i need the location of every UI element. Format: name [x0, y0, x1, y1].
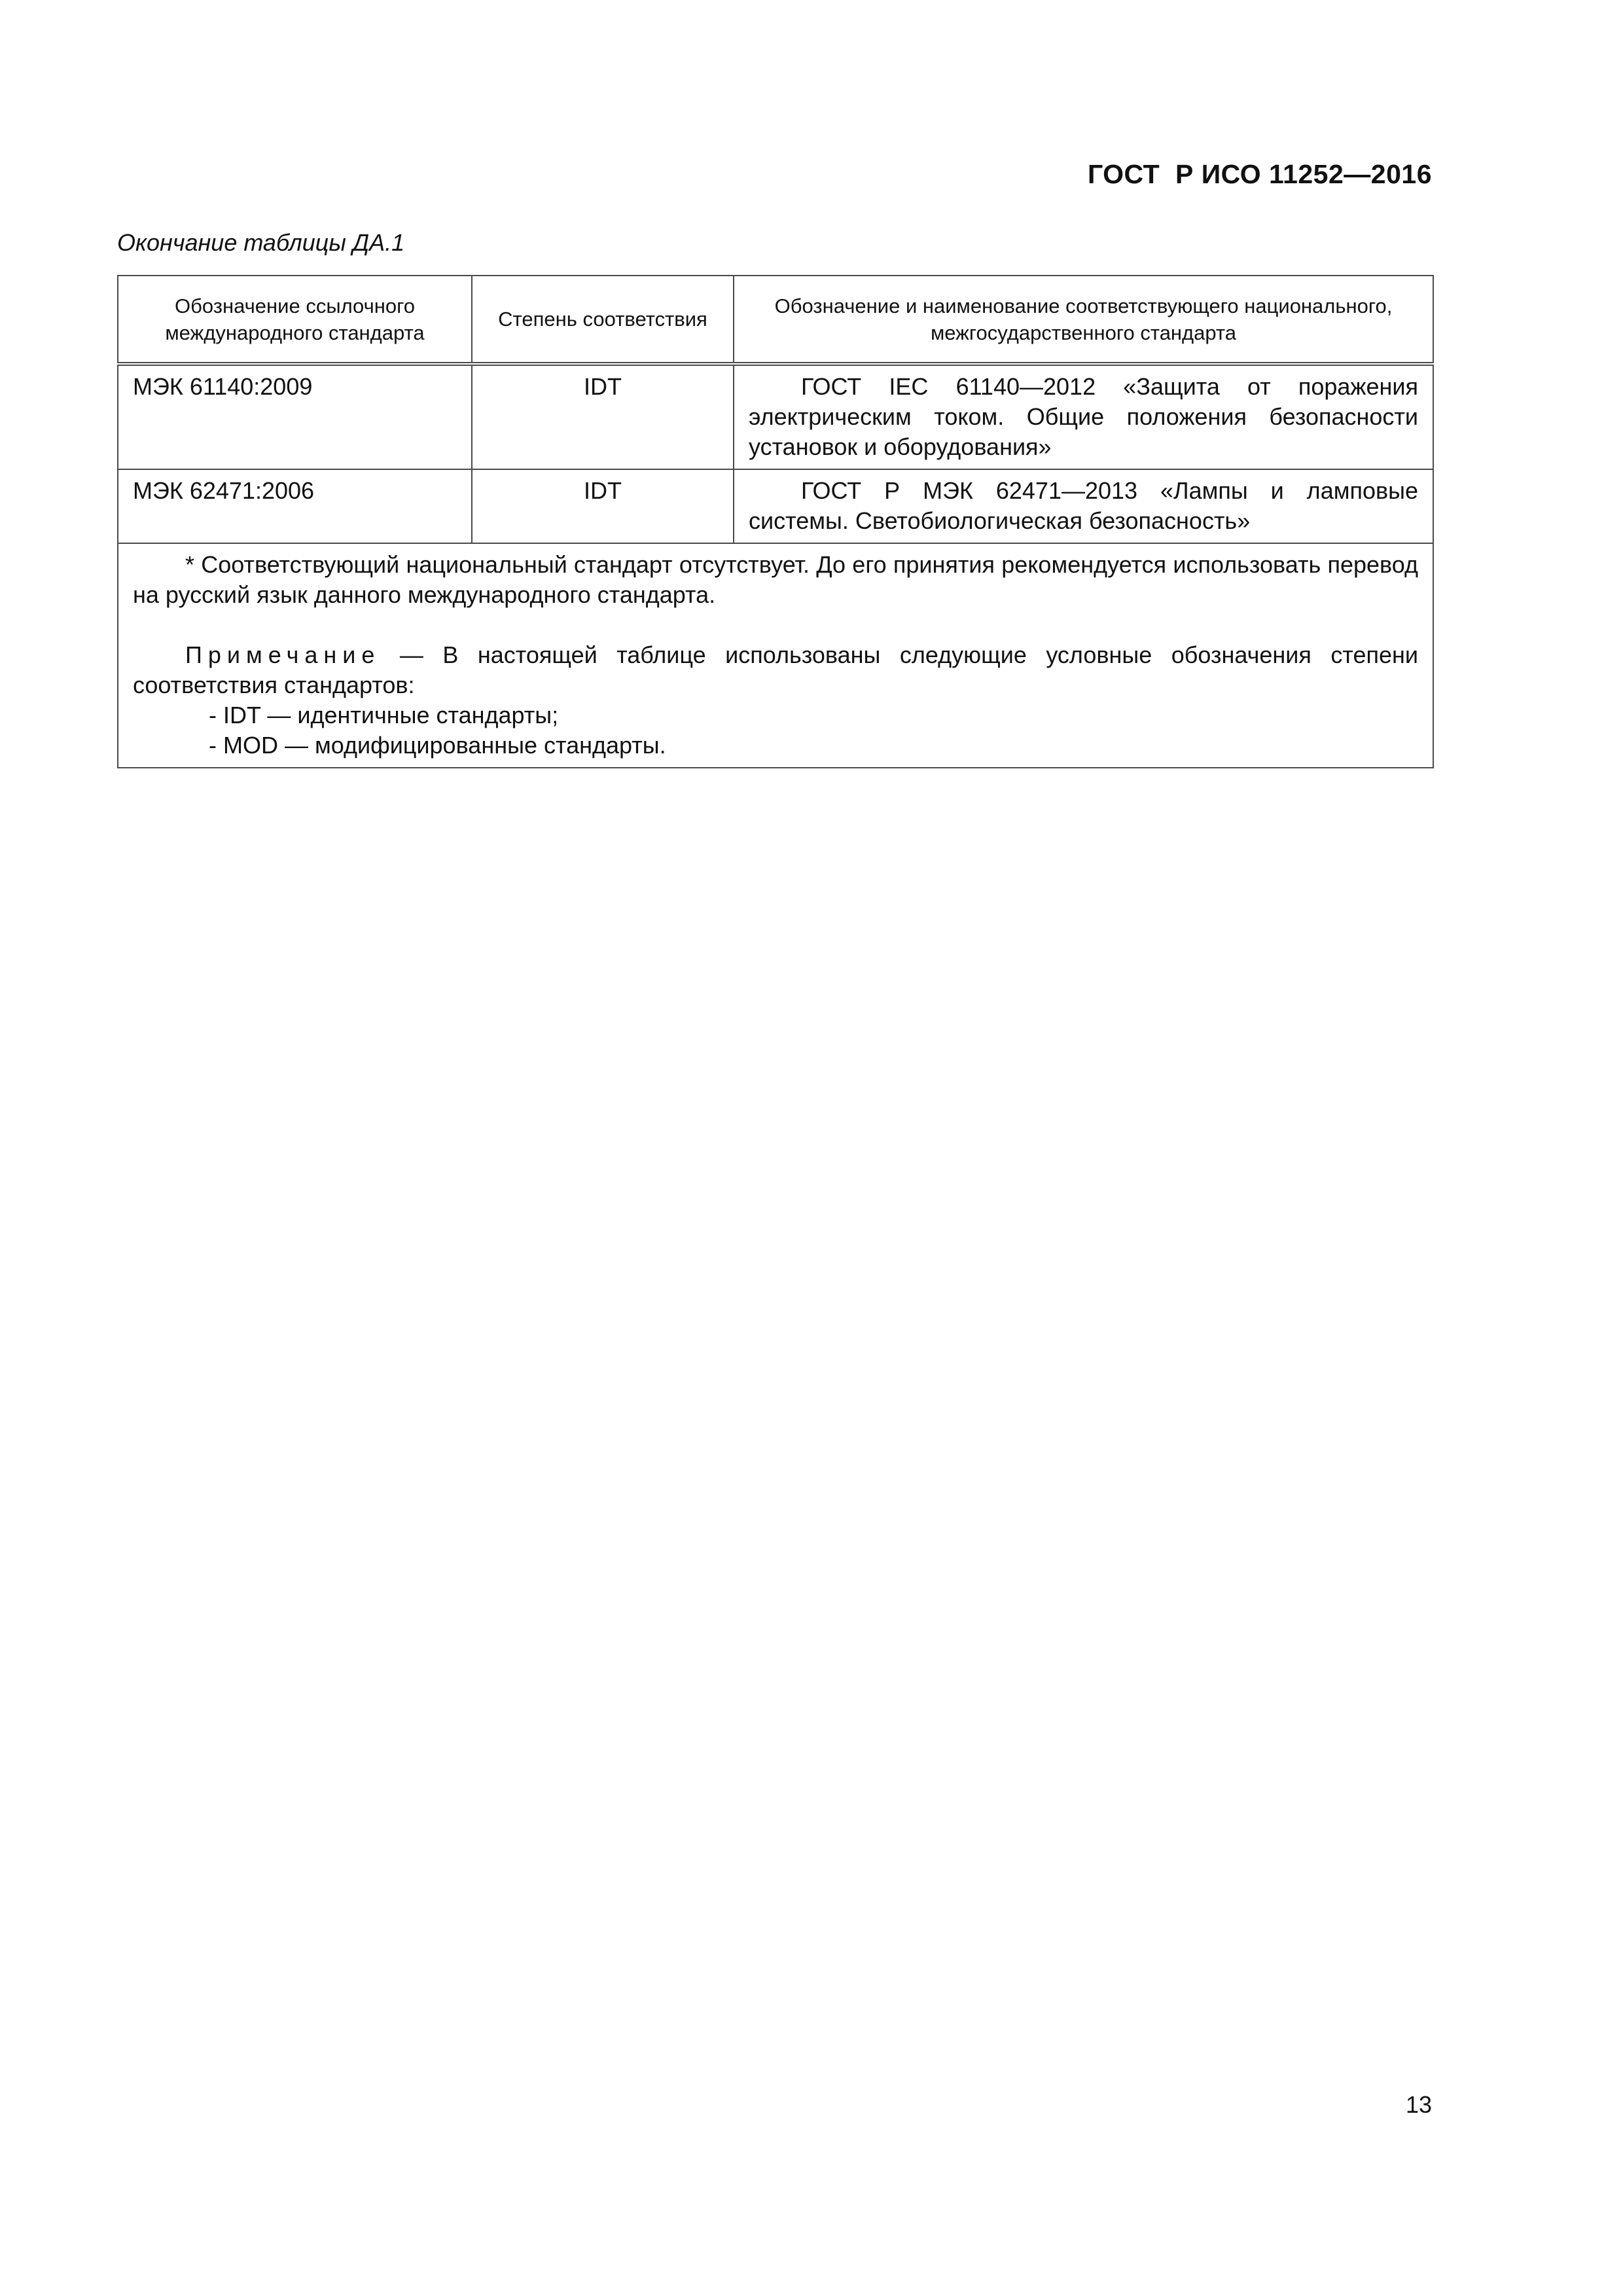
cell-degree: IDT: [472, 469, 734, 543]
table-row: [118, 364, 1433, 469]
table-caption: Окончание таблицы ДА.1: [117, 229, 405, 256]
note-text: — В настоящей таблице использованы следующие условные обозначения степени соответствия стандартов:: [133, 641, 1418, 698]
reference-standards-table: [117, 275, 1434, 768]
column-header-international: Обозначение ссылочного международного стандарта: [118, 276, 472, 364]
table-row: [118, 469, 1433, 543]
column-header-national: Обозначение и наименование соответствующего национального, межгосударственного стандарта: [734, 276, 1433, 364]
reference-table-container: [117, 275, 1433, 768]
note-list-item: - MOD — модифицированные стандарты.: [209, 732, 666, 759]
table-header-row: [118, 276, 1433, 364]
document-code: ГОСТ Р ИСО 11252—2016: [1087, 159, 1432, 189]
note-list-item: - IDT — идентичные стандарты;: [209, 702, 559, 728]
cell-international-standard: МЭК 62471:2006: [118, 469, 472, 543]
cell-international-standard: МЭК 61140:2009: [118, 364, 472, 469]
notes-cell: [118, 543, 1433, 768]
cell-national-standard: ГОСТ Р МЭК 62471—2013 «Лампы и ламповые системы. Светобиологическая безопасность»: [734, 469, 1433, 543]
page-number: 13: [1405, 2091, 1432, 2118]
notes-row: [118, 543, 1433, 768]
cell-degree: IDT: [472, 364, 734, 469]
note-heading: Примечание: [185, 641, 381, 668]
cell-national-standard: ГОСТ IEC 61140—2012 «Защита от поражения электрическим током. Общие положения безопасности установок и оборудования»: [734, 364, 1433, 469]
column-header-degree: Степень соответствия: [472, 276, 734, 364]
note-paragraph: [133, 640, 1418, 700]
footnote: * Соответствующий национальный стандарт отсутствует. До его принятия рекомендуется использовать перевод на русский язык данного международного стандарта.: [133, 551, 1418, 608]
